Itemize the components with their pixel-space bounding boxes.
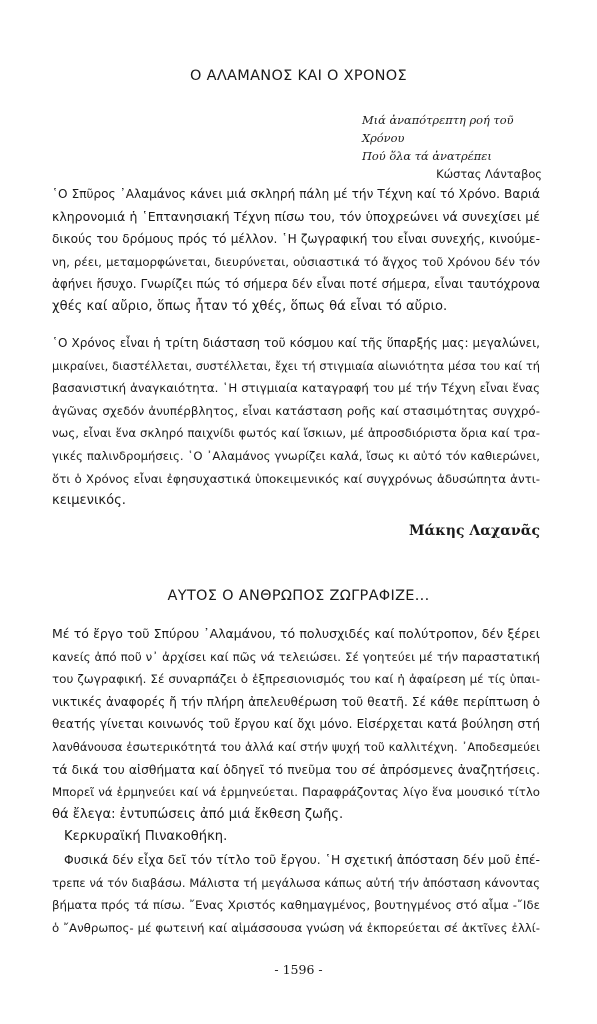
text-line: κληρονομιά ἡ ῾Επτανησιακή Τέχνη πίσω του, τόν ὑποχρεώνει νά συνεχίσει μέ (52, 208, 540, 224)
text-line: τά δικά του αἰσθήματα καί ὁδηγεῖ τό πνεῦμα του σέ ἀπρόσμενες ἀναζητήσεις. (52, 762, 540, 777)
epigraph-line-1: Μιά ἀναπότρεπτη ροή τοῦ Χρόνου (362, 113, 514, 145)
text-line: ἀγῶνας σχεδόν ἀνυπέρβλητος, εἶναι κατάσταση ροῆς καί στασιμότητας συγχρό- (52, 403, 540, 418)
text-line: θεατής γίνεται κοινωνός τοῦ ἔργου καί ὄχι μόνο. Εἰσέρχεται κατά βούληση στή (52, 717, 540, 732)
epigraph-author: Κώστας Λάνταβος (436, 167, 542, 181)
text-line: νως, εἶναι ἕνα σκληρό παιχνίδι φωτός καί ἴσκιων, μέ ἀπροσδιόριστα ὅρια καί τρα- (52, 426, 540, 441)
text-line: του ζωγραφική. Σέ συναρπάζει ὁ ἐξπρεσιονισμός του καί ἡ ἀφαίρεση μέ τίς ὑπαι- (52, 672, 540, 687)
section-title-alamanos-and-time: Ο ΑΛΑΜΑΝΟΣ ΚΑΙ Ο ΧΡΟΝΟΣ (190, 68, 407, 84)
text-line: Κερκυραϊκή Πινακοθήκη. (64, 829, 228, 845)
text-line: κανείς ἀπό ποῦ ν᾿ ἀρχίσει καί πῶς νά τελειώσει. Σέ γοητεύει μέ τήν παραστατική (52, 649, 540, 664)
signature-author: Μάκης Λαχανᾶς (409, 523, 540, 539)
page-number: - 1596 - (274, 962, 323, 977)
text-line: ῾Ο Χρόνος εἶναι ἡ τρίτη διάσταση τοῦ κόσμου καί τῆς ὕπαρξής μας: μεγαλώνει, (52, 336, 540, 350)
epigraph (362, 111, 542, 183)
paragraph-3 (52, 623, 540, 939)
text-line: λανθάνουσα ἐσωτερικότητά του ἀλλά καί στήν ψυχή τοῦ καλλιτέχνη. ᾿Αποδεσμεύει (52, 739, 540, 754)
text-line: Μέ τό ἔργο τοῦ Σπύρου ᾿Αλαμάνου, τό πολυσχιδές καί πολύτροπον, δέν ξέρει (52, 626, 540, 641)
text-line: Μπορεῖ νά ἑρμηνεύει καί νά ἑρμηνεύεται. Παραφράζοντας λίγο ἕνα μουσικό τίτλο (52, 785, 540, 800)
section-title-this-man-painted: ΑΥΤΟΣ Ο ΑΝΘΡΩΠΟΣ ΖΩΓΡΑΦΙΖΕ... (167, 588, 430, 604)
text-line: δικούς του δρόμους πρός τό μέλλον. ῾Η ζωγραφική του εἶναι συνεχής, κινούμε- (52, 232, 540, 247)
text-line: θά ἔλεγα: ἐντυπώσεις ἀπό μιά ἔκθεση ζωῆς. (52, 806, 344, 822)
text-line: Φυσικά δέν εἶχα δεῖ τόν τίτλο τοῦ ἔργου. ῾Η σχετική ἀπόσταση δέν μοῦ ἐπέ- (64, 852, 540, 867)
paragraph-1 (52, 183, 540, 319)
text-line: κειμενικός. (52, 493, 126, 509)
text-line: τρεπε νά τόν διαβάσω. Μάλιστα τή μεγάλωσα κάπως αὐτή τήν ἀπόσταση κάνοντας (52, 875, 540, 890)
text-line: νη, ρέει, μεταμορφώνεται, διευρύνεται, οὐσιαστικά τό ἄγχος τοῦ Χρόνου δέν τόν (52, 254, 540, 269)
paragraph-2 (52, 332, 540, 513)
epigraph-line-2: Πού ὅλα τά ἀνατρέπει (362, 149, 492, 163)
text-line: ὅτι ὁ Χρόνος εἶναι ἐφησυχαστικά ὑποκειμενικός καί συγχρόνως ἀδυσώπητα ἀντι- (52, 471, 540, 486)
text-line: βασανιστική ἀναγκαιότητα. ῾Η στιγμιαία καταγραφή του μέ τήν Τέχνη εἶναι ἕνας (52, 381, 540, 396)
text-line: ἀφήνει ἥσυχο. Γνωρίζει πώς τό σήμερα δέν εἶναι ποτέ σήμερα, εἶναι ταυτόχρονα (52, 277, 540, 292)
text-line: ῾Ο Σπῦρος ᾿Αλαμάνος κάνει μιά σκληρή πάλη μέ τήν Τέχνη καί τό Χρόνο. Βαριά (52, 187, 540, 201)
text-line: νικτικές ἀναφορές ἤ τήν πλήρη ἀπελευθέρωση τοῦ θεατῆ. Σέ κάθε περίπτωση ὁ (52, 694, 540, 709)
text-line: χθές καί αὔριο, ὅπως ἦταν τό χθές, ὅπως θά εἶναι τό αὔριο. (52, 298, 448, 314)
text-line: ὁ ῎Ανθρωπος- μέ φωτεινή καί αἱμάσσουσα γνώση νά ἐκπορεύεται σέ ἀκτῖνες ἐλλί- (52, 920, 540, 935)
text-line: γικές παλινδρομήσεις. ῾Ο ᾿Αλαμάνος γνωρίζει καλά, ἴσως κι αὐτό τόν καθιερώνει, (52, 448, 540, 463)
text-line: μικραίνει, διαστέλλεται, συστέλλεται, ἔχει τή στιγμιαία αἰωνιότητα μέσα του καί τή (52, 358, 540, 373)
text-line: βήματα πρός τά πίσω. ῎Ενας Χριστός καθημαγμένος, βουτηγμένος στό αἷμα -῎Ιδε (52, 898, 540, 913)
